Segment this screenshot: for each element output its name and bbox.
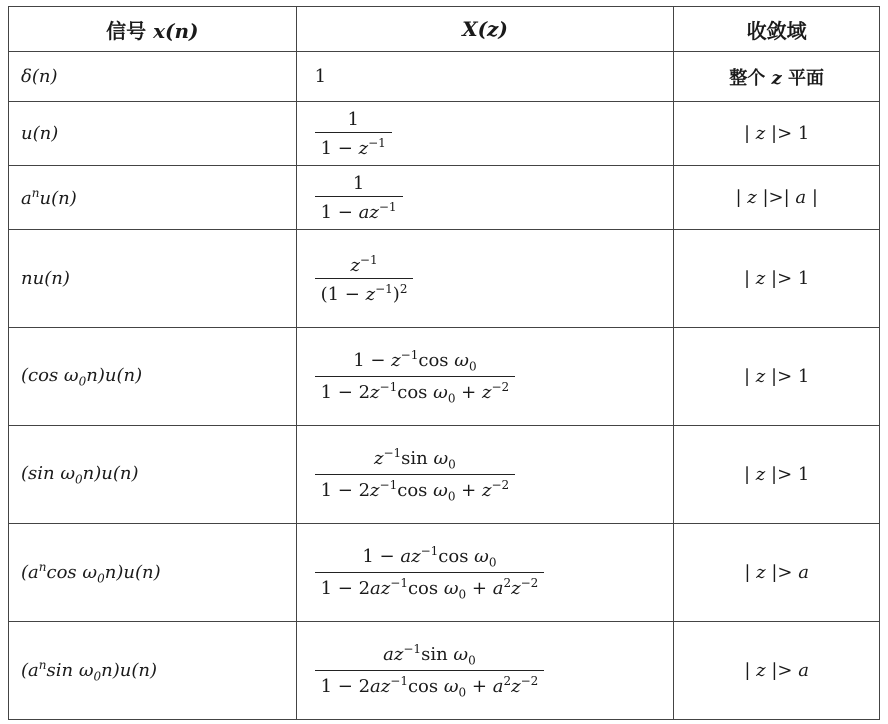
signal-cell: (sin $\omega_0n)u(n)$: [9, 426, 297, 524]
table-row: [9, 328, 880, 426]
signal-cell: u(n): [9, 102, 297, 166]
roc-cell: | z |>| a |: [674, 166, 880, 230]
roc-cell: | z |> 1: [674, 102, 880, 166]
signal-cell: (cos $\omega_0n)u(n)$: [9, 328, 297, 426]
roc-cell: | z |> 1: [674, 328, 880, 426]
signal-cell: nu(n): [9, 230, 297, 328]
transform-cell: $\frac{z^{-1}}{(1 - z^{-1})^2}$: [296, 230, 674, 328]
header-row: [9, 7, 880, 52]
transform-cell: $\frac{1 - z^{-1}\cos \omega_0}{1 - 2z^{-1}\cos \omega_0 + z^{-2}}$: [296, 328, 674, 426]
roc-cell: | z |> 1: [674, 426, 880, 524]
roc-cell: | z |> 1: [674, 230, 880, 328]
transform-cell: $\frac{1}{1 - z^{-1}}$: [296, 102, 674, 166]
transform-cell: 1: [296, 52, 674, 102]
transform-cell: $\frac{1 - az^{-1}\cos \omega_0}{1 - 2az^{-1}\cos \omega_0 + a^2z^{-2}}$: [296, 524, 674, 622]
signal-cell: δ(n): [9, 52, 297, 102]
table-row: [9, 622, 880, 720]
roc-cell: 整个 z 平面: [674, 52, 880, 102]
signal-cell: ($a^n\sin$ $\omega_0n)u(n)$: [9, 622, 297, 720]
table-row: [9, 524, 880, 622]
header-signal: 信号 x(n): [9, 7, 297, 52]
roc-cell: | z |> a: [674, 524, 880, 622]
table-row: [9, 230, 880, 328]
transform-cell: $\frac{az^{-1}\sin \omega_0}{1 - 2az^{-1}\cos \omega_0 + a^2z^{-2}}$: [296, 622, 674, 720]
header-roc: 收敛域: [674, 7, 880, 52]
table-row: [9, 166, 880, 230]
table-row: [9, 102, 880, 166]
table-row: [9, 52, 880, 102]
roc-cell: | z |> a: [674, 622, 880, 720]
z-transform-table: [8, 6, 880, 720]
transform-cell: $\frac{1}{1 - az^{-1}}$: [296, 166, 674, 230]
table-row: [9, 426, 880, 524]
signal-cell: $a^nu(n)$: [9, 166, 297, 230]
header-transform: X(z): [296, 7, 674, 52]
signal-cell: ($a^n\cos$ $\omega_0n)u(n)$: [9, 524, 297, 622]
transform-cell: $\frac{z^{-1}\sin \omega_0}{1 - 2z^{-1}\cos \omega_0 + z^{-2}}$: [296, 426, 674, 524]
